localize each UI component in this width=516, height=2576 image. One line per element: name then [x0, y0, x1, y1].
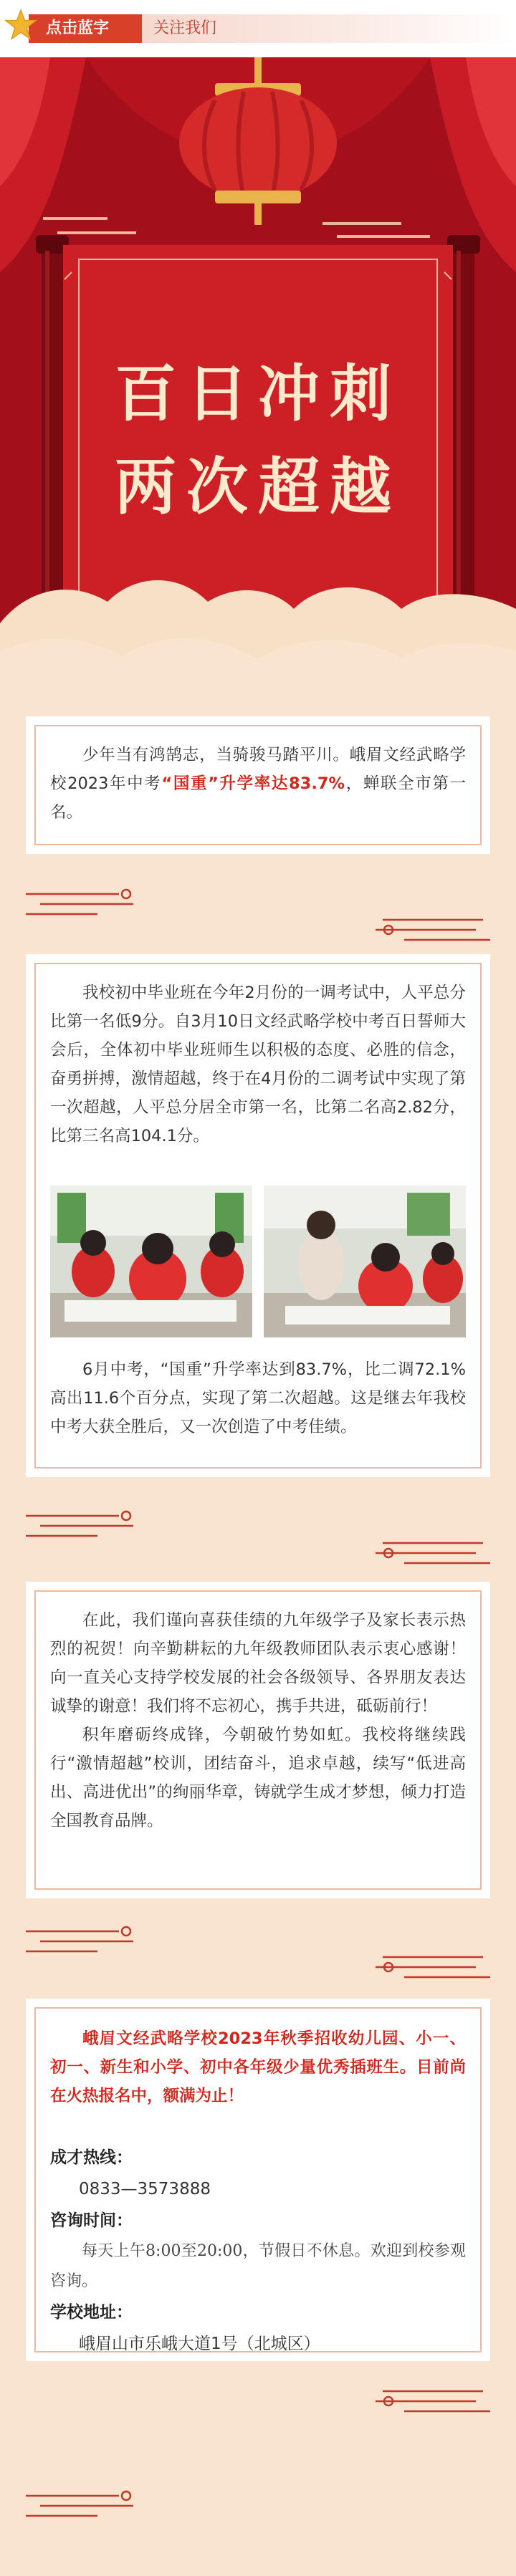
hotline-label: 成才热线：	[50, 2148, 133, 2167]
school-address: 峨眉山市乐峨大道1号（北城区）	[79, 2335, 320, 2353]
intro-highlight: “国重”升学率达83.7%	[161, 774, 345, 793]
hotline-number[interactable]: 0833—3573888	[79, 2180, 211, 2198]
story-paragraph-1: 我校初中毕业班在今年2月份的一调考试中，人平总分比第一名低9分。自3月10日文经武略学校中考百日誓师大会后，全体初中毕业班师生以积极的态度、必胜的信念，奋勇拼搏，激情超越，终于在4月份的二调考试中实现了第一次超越，人平总分居全市第一名，比第二名高2.82分，比第三名高104.1分。	[50, 984, 466, 1145]
photo-row	[50, 1186, 466, 1337]
photo-classroom	[50, 1186, 252, 1337]
decor-lines-icon	[26, 2481, 140, 2524]
follow-us-text[interactable]: 关注我们	[153, 19, 217, 37]
hero-title-line2: 两次超越	[115, 451, 401, 523]
decor-lines-icon	[376, 1943, 490, 1986]
intro-text: 少年当有鸿鹄志，当骑骏马踏平川。峨眉文经武略学校2023年中考	[50, 746, 466, 793]
story-paragraph-2: 6月中考，“国重”升学率达到83.7%，比二调72.1%高出11.6个百分点，实现了第二次超越。这是继去年我校中考大获全胜后，又一次创造了中考佳绩。	[50, 1360, 466, 1436]
decor-lines-icon	[26, 880, 140, 923]
story-card	[26, 954, 490, 1477]
decor-lines-icon	[376, 2377, 490, 2420]
follow-bar[interactable]	[0, 0, 516, 57]
decor-lines-icon	[376, 905, 490, 948]
enroll-headline: 峨眉文经武略学校2023年秋季招收幼儿园、小一、初一、新生和小学、初中各年级少量优秀插班生。目前尚在火热报名中，额满为止！	[50, 2029, 466, 2105]
intro-paragraph	[50, 741, 466, 827]
decor-lines-icon	[26, 1501, 140, 1544]
intro-text-end: ，蝉联全市第一名。	[50, 774, 466, 822]
follow-tag[interactable]: 点击蓝字	[29, 14, 142, 43]
contact-info	[50, 2142, 466, 2360]
enroll-card	[26, 1999, 490, 2361]
consult-label: 咨询时间：	[50, 2211, 133, 2230]
intro-card	[26, 716, 490, 854]
decor-lines-icon	[26, 1917, 140, 1960]
thanks-paragraph: 在此，我们谨向喜获佳绩的九年级学子及家长表示热烈的祝贺！向辛勤耕耘的九年级教师团队表示衷心感谢！向一直关心支持学校发展的社会各级领导、各界朋友表达诚挚的谢意！我们将不忘初心，携手共进，砥砺前行！ 积年磨砺终成锋，今朝破竹势如虹。我校将继续践行“激情超越”校训，团结奋斗，追求卓越，续写“低进高出、高进优出”的绚丽华章，铸就学生成才梦想，倾力打造全国教育品牌。	[50, 1611, 466, 1830]
hero-banner	[0, 57, 516, 681]
star-icon	[4, 9, 37, 42]
hero-title-line1: 百日冲刺	[115, 358, 401, 430]
consult-time: 每天上午8:00至20:00，节假日不休息。欢迎到校参观咨询。	[50, 2242, 466, 2290]
photo-teacher	[264, 1186, 466, 1337]
decor-lines-icon	[376, 1529, 490, 1572]
address-label: 学校地址：	[50, 2303, 133, 2322]
thanks-card	[26, 1582, 490, 1898]
